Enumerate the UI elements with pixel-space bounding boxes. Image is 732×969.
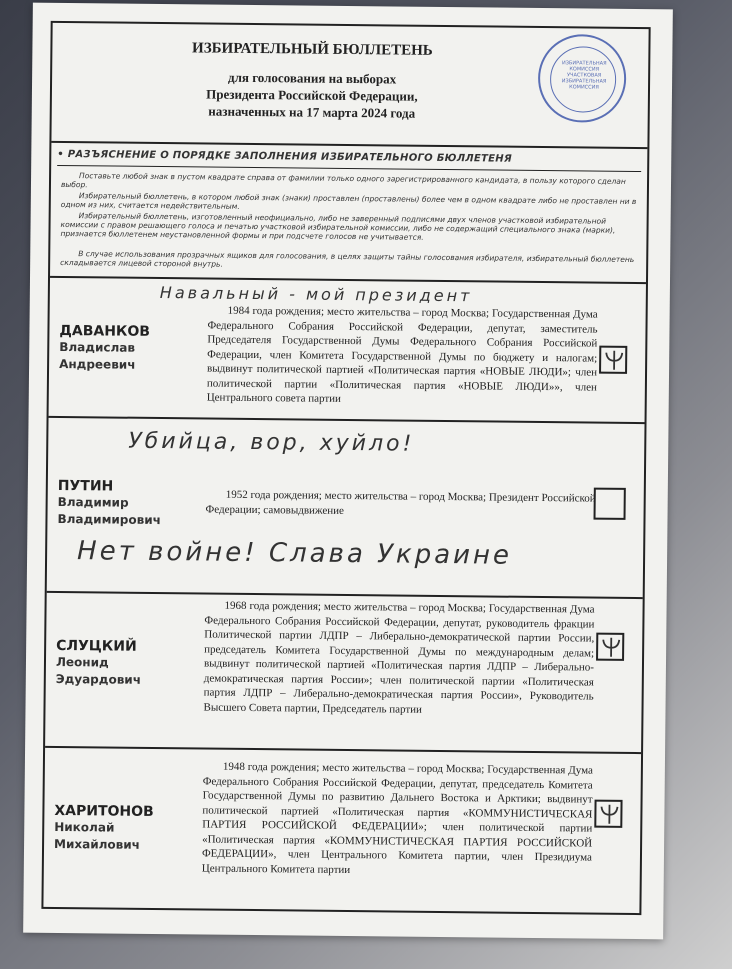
candidate-name: ДАВАНКОВ Владислав Андреевич bbox=[59, 322, 151, 372]
ballot-subtitle bbox=[52, 67, 573, 123]
ballot-title: ИЗБИРАТЕЛЬНЫЙ БЮЛЛЕТЕНЬ bbox=[191, 40, 433, 59]
candidate-bio: 1968 года рождения; место жительства – город Москва; Государственная Дума Федерального Собрания Российской Федерации, депутат, руководитель фракции Политической партии ЛДПР – Либерально-демократической партии России, председатель Комитета Государственной Думы по международным делам; выдвинут политической партией «Политическая партия ЛДПР – Либерально-демократическая партия России»; член политической партии «Политическая партия ЛДПР – Либерально-демократическая партия России», Руководитель Высшего Совета партии, Председатель партии bbox=[203, 599, 595, 716]
instruction-paragraph-1: Поставьте любой знак в пустом квадрате справа от фамилии только одного зарегистрированного кандидата, в пользу которого сделан выбор. bbox=[60, 171, 626, 190]
vote-box[interactable] bbox=[594, 488, 626, 520]
psi-mark-icon bbox=[603, 348, 625, 372]
candidate-row bbox=[49, 278, 646, 424]
commission-seal: ИЗБИРАТЕЛЬНАЯ КОМИССИЯ УЧАСТКОВАЯ ИЗБИРАТЕЛЬНАЯ КОМИССИЯ bbox=[538, 34, 627, 123]
ballot-header bbox=[51, 23, 648, 149]
subtitle-line-2: Президента Российской Федерации, bbox=[206, 86, 418, 104]
ballot-sheet bbox=[23, 3, 673, 940]
instructions-section bbox=[50, 143, 647, 284]
vote-box[interactable] bbox=[596, 633, 624, 661]
candidate-bio: 1984 года рождения; место жительства – город Москва; Государственная Дума Федерального Собрания Российской Федерации, депутат, заместитель Председателя Государственной Думы Федерального Собрания Российской Федерации, член Комитета Государственной Думы по бюджету и налогам; выдвинут политической партией «Политическая партия «НОВЫЕ ЛЮДИ»; член политической партии «Политическая партия «НОВЫЕ ЛЮДИ»», член Центрального совета партии bbox=[206, 304, 598, 405]
candidate-name: СЛУЦКИЙ Леонид Эдуардович bbox=[55, 637, 142, 687]
psi-mark-icon bbox=[600, 635, 622, 659]
handwritten-note: Навальный - мой президент bbox=[159, 283, 473, 306]
instruction-paragraph-3: Избирательный бюллетень, изготовленный неофициально, либо не заверенный подписями двух членов участковой избирательной комиссии с правом решающего голоса и печатью участковой избирательной комиссии, либо не содержащий специального знака (марки), признается бюллетенем неустановленной формы и при подсчете голосов не учитывается. bbox=[60, 211, 616, 242]
vote-box[interactable] bbox=[594, 800, 622, 828]
candidate-bio: 1948 года рождения; место жительства – город Москва; Государственная Дума Федерального Собрания Российской Федерации, депутат, председатель Комитета Государственной Думы по развитию Дальнего Востока и Арктики; выдвинут политической партией «Политическая партия «КОММУНИСТИЧЕСКАЯ ПАРТИЯ РОССИЙСКОЙ ФЕДЕРАЦИИ»; член политической партии «Политическая партия «КОММУНИСТИЧЕСКАЯ ПАРТИЯ РОССИЙСКОЙ ФЕДЕРАЦИИ», член Центрального Комитета партии, член Президиума Центрального Комитета партии bbox=[201, 760, 593, 876]
instruction-paragraph-4: В случае использования прозрачных ящиков для голосования, в целях защиты тайны голосования избирателя, избирательный бюллетень складывается лицевой стороной внутрь. bbox=[60, 249, 635, 269]
instruction-paragraph-2: Избирательный бюллетень, в котором любой знак (знаки) проставлен (проставлены) более чем в одном квадрате либо не проставлен ни в одном из них, считается недействительным. bbox=[60, 191, 637, 211]
candidate-row bbox=[43, 748, 641, 914]
psi-mark-icon bbox=[598, 802, 620, 826]
candidate-bio: 1952 года рождения; место жительства – город Москва; Президент Российской Федерации; самовыдвижение bbox=[205, 488, 596, 517]
handwritten-note: Нет войне! Слава Украине bbox=[76, 536, 513, 571]
subtitle-line-3: назначенных на 17 марта 2024 года bbox=[208, 103, 416, 121]
handwritten-note: Убийца, вор, хуйло! bbox=[128, 428, 415, 457]
candidate-row bbox=[47, 418, 645, 599]
vote-box[interactable] bbox=[599, 346, 627, 374]
subtitle-line-1: для голосования на выборах bbox=[228, 69, 397, 87]
instructions-heading: • РАЗЪЯСНЕНИЕ О ПОРЯДКЕ ЗАПОЛНЕНИЯ ИЗБИРАТЕЛЬНОГО БЮЛЛЕТЕНЯ bbox=[57, 149, 641, 172]
candidate-row bbox=[45, 593, 643, 754]
ballot-frame bbox=[41, 21, 650, 915]
candidate-name: ХАРИТОНОВ Николай Михайлович bbox=[54, 802, 154, 852]
candidate-name: ПУТИН Владимир Владимирович bbox=[57, 477, 161, 528]
